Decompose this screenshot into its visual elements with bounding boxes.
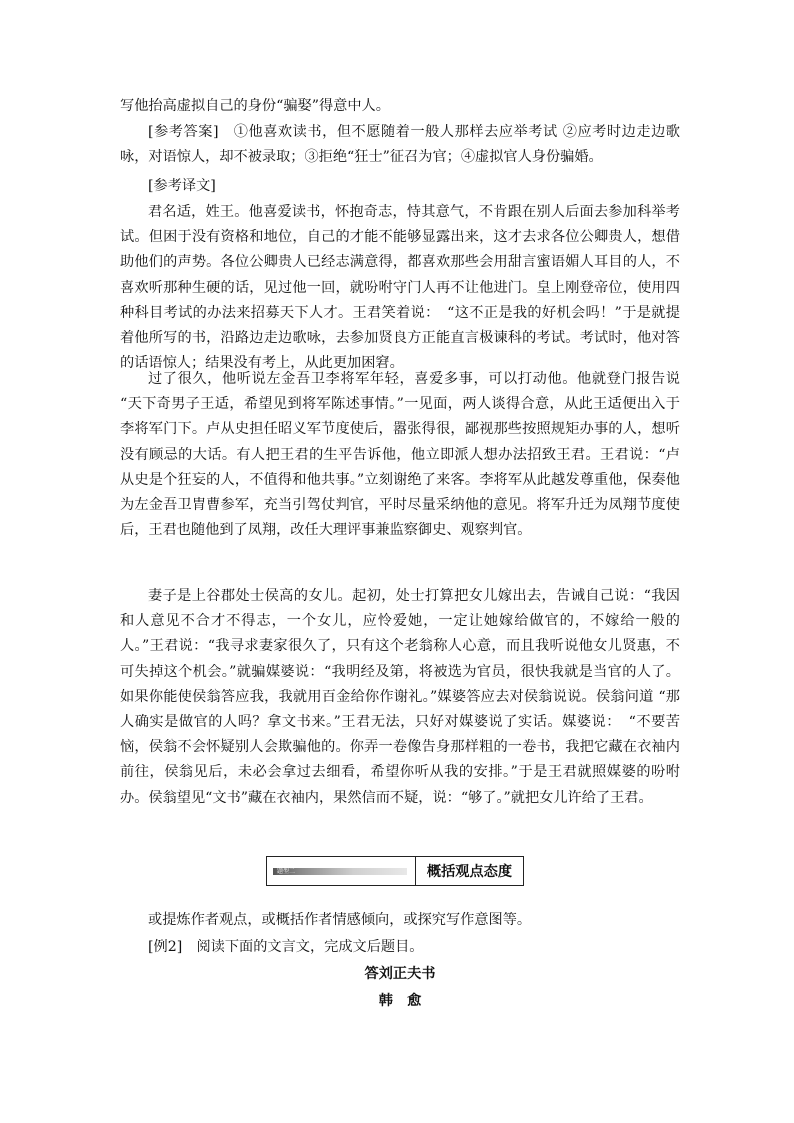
section-header-box (266, 856, 524, 886)
summary-line: 或提炼作者观点，或概括作者情感倾向，或探究写作意图等。 (148, 912, 532, 928)
essay-author: 韩 愈 (378, 993, 422, 1009)
section-tag-label: 题型二 (277, 868, 296, 875)
intro-line: 写他抬高虚拟自己的身份“骗娶”得意中人。 (120, 98, 390, 114)
section-title: 概括观点态度 (426, 864, 513, 880)
section-tag (267, 857, 416, 885)
reference-answer: [参考答案] ①他喜欢读书，但不愿随着一般人那样去应举考试 ②应考时边走边歌咏，对语惊人，却不被录取；③拒绝“狂士”征召为官；④虚拟官人身份骗婚。 (120, 124, 680, 166)
translation-paragraph-2: 过了很久，他听说左金吾卫李将军年轻，喜爱多事，可以打动他。他就登门报告说 “天下奇男子王适，希望见到将军陈述事情。”一见面，两人谈得合意，从此王适便出入于李将军门下。卢从史担任昭义军节度使后，嚣张得很，鄙视那些按照规矩办事的人，想听没有顾忌的大话。有人把王君的生平告诉他，他立即派人想办法招致王君。王君说：“卢从史是个狂妄的人，不值得和他共事。”立刻谢绝了来客。李将军从此越发尊重他，保奏他为左金吾卫胄曹参军，充当引驾仗判官，平时尽量采纳他的意见。将军升迁为凤翔节度使后，王君也随他到了凤翔，改任大理评事兼监察御史、观察判官。 (120, 371, 680, 539)
translation-label: [参考译文] (148, 178, 216, 194)
example-label: [例2] 阅读下面的文言文，完成文后题目。 (148, 939, 424, 955)
translation-paragraph-1: 君名适，姓王。他喜爱读书，怀抱奇志，恃其意气，不肯跟在别人后面去参加科举考试。但困于没有资格和地位，自己的才能不能够显露出来，这才去求各位公卿贵人，想借助他们的声势。各位公卿贵人已经志满意得，都喜欢那些会用甜言蜜语媚人耳目的人，不喜欢听那种生硬的话，见过他一回，就吩咐守门人再不让他进门。皇上刚登帝位，使用四种科目考试的办法来招募天下人才。王君笑着说： “这不正是我的好机会吗！”于是就提着他所写的书，沿路边走边歌咏，去参加贤良方正能直言极谏科的考试。考试时，他对答的话语惊人；结果没有考上，从此更加困窘。 (120, 204, 680, 372)
essay-title: 答刘正夫书 (364, 966, 436, 982)
translation-paragraph-3: 妻子是上谷郡处士侯高的女儿。起初，处士打算把女儿嫁出去，告诫自己说：“我因和人意见不合才不得志，一个女儿，应怜爱她，一定让她嫁给做官的，不嫁给一般的人。”王君说：“我寻求妻家很久了，只有这个老翁称人心意，而且我听说他女儿贤惠，不可失掉这个机会。”就骗媒婆说：“我明经及第，将被选为官员，很快我就是当官的人了。如果你能使侯翁答应我，我就用百金给你作谢礼。”媒婆答应去对侯翁说说。侯翁问道 “那人确实是做官的人吗？拿文书来。”王君无法，只好对媒婆说了实话。媒婆说： “不要苦恼，侯翁不会怀疑别人会欺骗他的。你弄一卷像告身那样粗的一卷书，我把它藏在衣袖内前往，侯翁见后，未必会拿过去细看，希望你听从我的安排。”于是王君就照媒婆的吩咐办。侯翁望见“文书”藏在衣袖内，果然信而不疑，说：“够了。”就把女儿许给了王君。 (120, 588, 680, 806)
